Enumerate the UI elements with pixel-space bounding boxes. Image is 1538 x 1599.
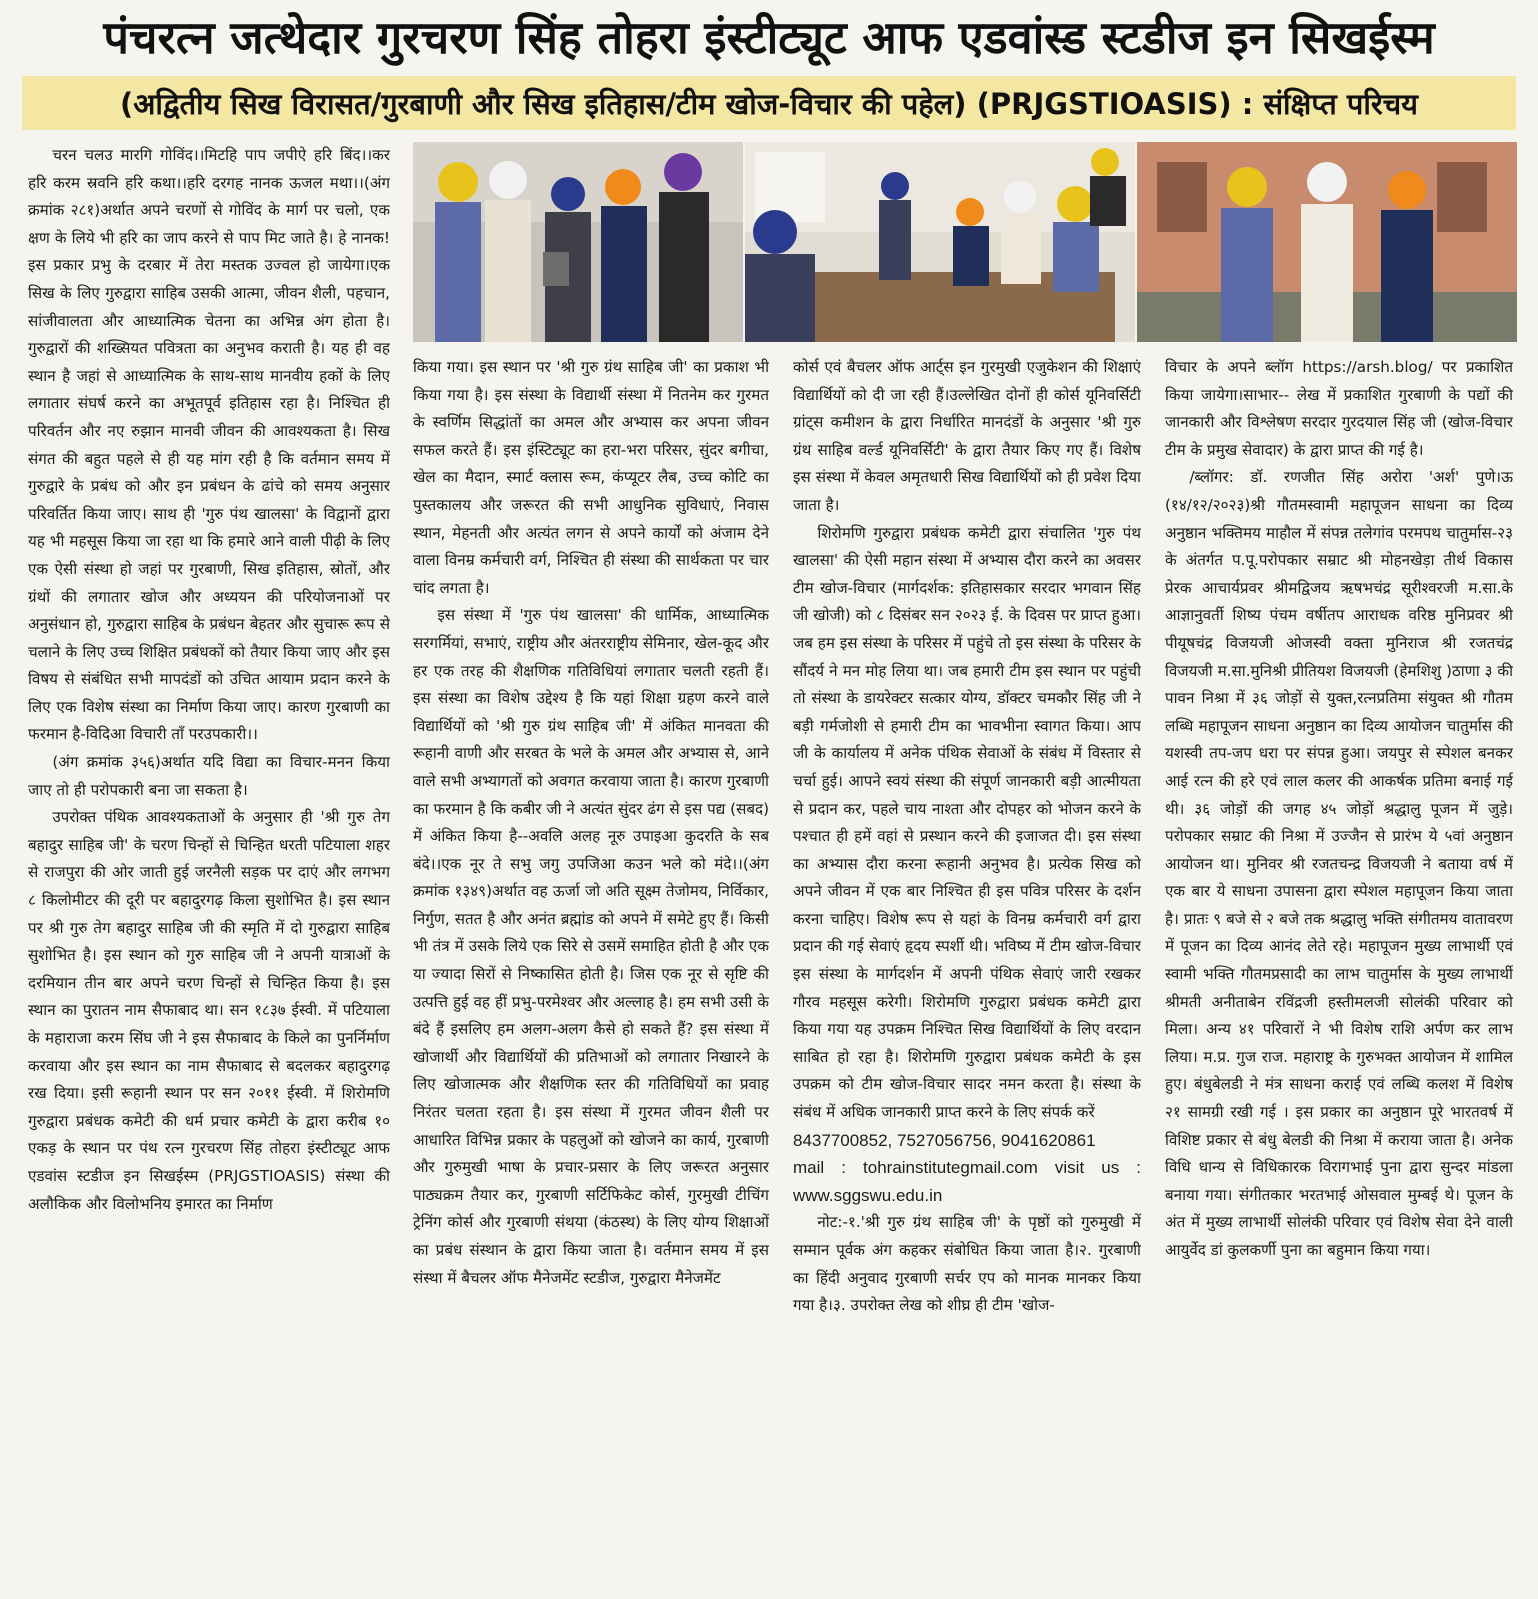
col1-para-1: चरन चलउ मारगि गोविंद।।मिटहि पाप जपीऐ हरि बिंद।।कर हरि करम स्रवनि हरि कथा।।हरि दरगह नानक ऊजल मथा।।(अंग क्रमांक २८१)अर्थात अपने चरणों से गोविंद के मार्ग पर चलो, एक क्षण के लिये भी हरि का जाप करने से पाप मिट जाते है। हे नानक! इस प्रकार प्रभु के दरबार में तेरा मस्तक उज्वल हो जायेगा।एक सिख के लिए गुरुद्वारा साहिब उसकी आत्मा, जीवन शैली, पहचान, सांजीवालता और आध्यात्मिक चेतना का अभिन्न अंग होता है। गुरुद्वारों की शख्सियत पवित्रता का अनुभव कराती है। यह ही वह स्थान है जहां से आध्यात्मिक के साथ-साथ मानवीय हकों के लिए लगातार संघर्ष करने का अभूतपूर्व इतिहास रहा है। निश्चित ही परिवर्तन और नए रुझान मानवी जीवन की आवश्यकता है। सिख संगत की बहुत पहले से ही यह मांग रही है कि वर्तमान समय में गुरुद्वारे के प्रबंध को और इन प्रबंधन के ढांचे को समय अनुसार परिवर्तित किया जाए। साथ ही 'गुरु पंथ खालसा' के विद्वानों द्वारा यह भी महसूस किया जा रहा था कि हमारे आने वाली पीढ़ी के लिए एक ऐसी संस्था हो जहां पर गुरबाणी, सिख इतिहास, स्रोतों, और ग्रंथों की लगातार खोज और अध्ययन की परियोजनाओं पर अनुसंधान हो, गुरुद्वारा साहिब के प्रबंधन बेहतर और सुचारू रूप से चलाने के लिए उच्च शिक्षित प्रबंधकों को तैयार किया जाए और इस विषय से संबंधित सभी मापदंडों को उचित आयाम प्रदान करने के लिए एक विशेष संस्था का निर्माण किया जाए। कारण गुरबाणी का फरमान है-विदिआ विचारी ताँ परउपकारी।। — [28, 146, 390, 744]
col4-para-2: /ब्लॉगर: डॉ. रणजीत सिंह अरोरा 'अर्श' पुणे।ऊ (१४/१२/२०२३)श्री गौतमस्वामी महापूजन साधना का दिव्य अनुष्ठान भक्तिमय माहौल में संपन्न तलेगांव परमपथ चातुर्मास-२३ के अंतर्गत प.पू.परोपकार सम्राट श्री मोहनखेड़ा तीर्थ विकास प्रेरक आचार्यप्रवर श्रीमद्विजय ऋषभचंद्र सूरीश्वरजी म.सा.के आज्ञानुवर्ती शिष्य पंचम वर्षीतप आराधक वरिष्ठ मुनिप्रवर श्री पीयूषचंद्र विजयजी ओजस्वी वक्ता मुनिराज श्री रजतचंद्र विजयजी म.सा.मुनिश्री प्रीतियश विजयजी (हेमशिशु )ठाणा ३ की पावन निश्रा में ३६ जोड़ों से युक्त,रत्नप्रतिमा संयुक्त श्री गौतम लब्धि महापूजन साधना अनुष्ठान का दिव्य आयोजन चातुर्मास की यशस्वी तप-जप धरा पर संपन्न हुआ। जयपुर से स्पेशल बनकर आई रत्न की हरे एवं लाल कलर की आकर्षक प्रतिमा बनाई गई थी। ३६ जोड़ों की जगह ४५ जोड़ों श्रद्धालु पूजन में जुड़े। परोपकार सम्राट की निश्रा में उज्जैन से प्रारंभ ये ५वां अनुष्ठान आयोजन था। मुनिवर श्री रजतचन्द्र विजयजी ने बताया वर्ष में एक बार ये साधना उपासना द्वारा स्पेशल महापूजन किया जाता है। प्रातः ९ बजे से २ बजे तक श्रद्धालु भक्ति संगीतमय वातावरण में पूजन का दिव्य आनंद लेते रहे। महापूजन मुख्य लाभार्थी एवं स्वामी भक्ति गौतमप्रसादी का लाभ चातुर्मास के मुख्य लाभार्थी श्रीमती अनीताबेन रविंद्रजी हस्तीमलजी सोलंकी परिवार को मिला। अन्य ४१ परिवारों ने भी विशेष राशि अर्पण कर लाभ लिया। म.प्र. गुज राज. महाराष्ट्र के गुरुभक्त आयोजन में शामिल हुए। बंधुबेलडी ने मंत्र साधना कराई एवं लब्धि कलश में विशेष २१ सामग्री रखी गई । इस प्रकार का अनुष्ठान पूरे भारतवर्ष में विशिष्ट प्रकार से बंधु बेलडी की निश्रा में कराया जाता है। अनेक विधि धान्य से विधिकारक विरागभाई पुना द्वारा सुन्दर मांडला बनाया गया। संगीतकार भरतभाई ओसवाल मुम्बई थे। पूजन के अंत में मुख्य लाभार्थी सोलंकी परिवार एवं विशेष सेवा देने वाली आयुर्वेद डां कुलकर्णी पुना का बहुमान किया गया। — [1165, 468, 1513, 1259]
article-column-4 — [1165, 354, 1513, 1582]
headline: पंचरत्न जत्थेदार गुरचरण सिंह तोहरा इंस्टीट्यूट आफ एडवांस्ड स्टडीज इन सिखईस्म — [103, 10, 1435, 64]
col4-para-1: विचार के अपने ब्लॉग https://arsh.blog/ पर प्रकाशित किया जायेगा।साभार-- लेख में प्रकाशित गुरबाणी के पद्यों की जानकारी और विश्लेषण सरदार गुरदयाल सिंह जी (खोज-विचार टीम के प्रमुख सेवादार) के द्वारा प्राप्त की गई है। — [1165, 358, 1513, 459]
photo-group-book-presentation — [413, 142, 743, 342]
col2-para-1: किया गया। इस स्थान पर 'श्री गुरु ग्रंथ साहिब जी' का प्रकाश भी किया गया है। इस संस्था के विद्यार्थी संस्था में नितनेम कर गुरमत के स्वर्णिम सिद्धांतों का अमल और अभ्यास कर अपना जीवन सफल करते हैं। इस इंस्टिट्यूट का हरा-भरा परिसर, सुंदर बगीचा, खेल का मैदान, स्मार्ट क्लास रूम, कंप्यूटर लैब, उच्च कोटि का पुस्तकालय और जरूरत की सभी आधुनिक सुविधाएं, निवास स्थान, मेहनती और अत्यंत लगन से अपने कार्यों को अंजाम देने वाला विनम्र कर्मचारी वर्ग, निश्चित ही संस्था की सार्थकता पर चार चांद लगता है। — [413, 358, 769, 597]
col3-para-2: शिरोमणि गुरुद्वारा प्रबंधक कमेटी द्वारा संचालित 'गुरु पंथ खालसा' की ऐसी महान संस्था में अभ्यास दौरा करने का अवसर टीम खोज-विचार (मार्गदर्शक: इतिहासकार सरदार भगवान सिंह जी खोजी) को ८ दिसंबर सन २०२३ ई. के दिवस पर प्राप्त हुआ। जब हम इस संस्था के परिसर में पहुंचे तो इस संस्था के परिसर के सौंदर्य ने मन मोह लिया था। जब हमारी टीम इस स्थान पर पहुंची तो संस्था के डायरेक्टर सत्कार योग्य, डॉक्टर चमकौर सिंह जी ने बड़ी गर्मजोशी से हमारी टीम का भावभीना स्वागत किया। आप जी के कार्यालय में अनेक पंथिक सेवाओं के संबंध में विस्तार से चर्चा हुई। आपने स्वयं संस्था की संपूर्ण जानकारी बड़ी आत्मीयता से प्रदान कर, पहले चाय नाश्ता और दोपहर को भोजन करने के पश्चात ही हमें वहां से प्रस्थान करने की इजाजत दी। इस संस्था का अभ्यास दौरा करना रूहानी अनुभव है। प्रत्येक सिख को अपने जीवन में एक बार निश्चित ही इस पवित्र परिसर के दर्शन करना चाहिए। विशेष रूप से यहां के विनम्र कर्मचारी वर्ग द्वारा प्रदान की गई सेवाएं हृदय स्पर्शी थी। भविष्य में टीम खोज-विचार इस संस्था के मार्गदर्शन में अपनी पंथिक सेवाएं जारी रखकर गौरव महसूस करेगी। शिरोमणि गुरुद्वारा प्रबंधक कमेटी द्वारा किया गया यह उपक्रम निश्चित सिख विद्यार्थियों के लिए वरदान साबित हो रहा है। शिरोमणि गुरुद्वारा प्रबंधक कमेटी के इस उपक्रम को टीम खोज-विचार सादर नमन करता है। संस्था के संबंध में अधिक जानकारी प्राप्त करने के लिए संपर्क करें — [793, 523, 1141, 1122]
col1-para-2: (अंग क्रमांक ३५६)अर्थात यदि विद्या का विचार-मनन किया जाए तो ही परोपकारी बना जा सकता है। — [28, 753, 390, 799]
contact-mail: mail : tohrainstitutegmail.com visit us : www.sggswu.edu.in — [793, 1158, 1141, 1205]
article-column-1 — [28, 142, 390, 1582]
subheadline: (अद्वितीय सिख विरासत/गुरबाणी और सिख इतिहास/टीम खोज-विचार की पहेल) (PRJGSTIOASIS) : संक्षिप्त परिचय — [22, 76, 1516, 130]
col1-para-3: उपरोक्त पंथिक आवश्यकताओं के अनुसार ही 'श्री गुरु तेग बहादुर साहिब जी' के चरण चिन्हों से चिन्हित धरती पटियाला शहर से राजपुरा की ओर जाती हुई जरनैली सड़क पर दाएं और लगभग ८ किलोमीटर की दूरी पर बहादुरगढ़ किला सुशोभित है। इस स्थान पर श्री गुरु तेग बहादुर साहिब जी की स्मृति में दो गुरुद्वारा साहिब सुशोभित है। इस स्थान को गुरु साहिब जी ने अपनी यात्राओं के दरमियान तीन बार अपने चरण चिन्हों से चिन्हित किया है। इस स्थान का पुरातन नाम सैफाबाद था। सन १८३७ ईस्वी. में पटियाला के महाराजा करम सिंघ जी ने इस सैफाबाद के किले का पुनर्निर्माण करवाया और इस स्थान का नाम सैफाबाद से बदलकर बहादुरगढ़ रख दिया। इसी रूहानी स्थान पर सन २०११ ईस्वी. में शिरोमणि गुरुद्वारा प्रबंधक कमेटी की धर्म प्रचार कमेटी के द्वारा करीब १० एकड़ के स्थान पर पंथ रत्न गुरचरण सिंह तोहरा इंस्टीट्यूट आफ एडवांस स्टडीज इन सिखईस्म (PRJGSTIOASIS) संस्था की अलौकिक और विलोभनिय इमारत का निर्माण — [28, 808, 390, 1213]
article-column-2 — [413, 354, 769, 1582]
article-column-3 — [793, 354, 1141, 1582]
contact-phones: 8437700852, 7527056756, 9041620861 — [793, 1130, 1096, 1150]
photo-office-meeting — [745, 142, 1135, 342]
col3-para-1: कोर्स एवं बैचलर ऑफ आर्ट्स इन गुरमुखी एजुकेशन की शिक्षाएं विद्यार्थियों को दी जा रही हैं।उल्लेखित दोनों ही कोर्स यूनिवर्सिटी ग्रांट्स कमीशन के द्वारा निर्धारित मानदंडों के अनुसार 'श्री गुरु ग्रंथ साहिब वर्ल्ड यूनिवर्सिटी' के द्वारा तैयार किए गए हैं। विशेष इस संस्था में केवल अमृतधारी सिख विद्यार्थियों को ही प्रवेश दिया जाता है। — [793, 358, 1141, 514]
col3-note: नोट:-१.'श्री गुरु ग्रंथ साहिब जी' के पृष्ठों को गुरुमुखी में सम्मान पूर्वक अंग कहकर संबोधित किया जाता है।२. गुरबाणी का हिंदी अनुवाद गुरबाणी सर्चर एप को मानक मानकर किया गया है।३. उपरोक्त लेख को शीघ्र ही टीम 'खोज- — [793, 1213, 1141, 1315]
photo-three-men-outdoors — [1137, 142, 1517, 342]
col2-para-2: इस संस्था में 'गुरु पंथ खालसा' की धार्मिक, आध्यात्मिक सरगर्मियां, सभाएं, राष्ट्रीय और अंतरराष्ट्रीय सेमिनार, खेल-कूद और हर एक तरह की शैक्षणिक गतिविधियां लगातार चलती रहती हैं।इस संस्था का विशेष उद्देश्य है कि यहां शिक्षा ग्रहण करने वाले विद्यार्थियों को 'श्री गुरु ग्रंथ साहिब जी' में अंकित मानवता की रूहानी वाणी और सरबत के भले के अमल और अभ्यास से, आने वाले सभी अभ्यागतों को अवगत करवाया जाता है। कारण गुरबाणी का फरमान है कि कबीर जी ने अत्यंत सुंदर ढंग से इस पद्य (सबद) में अंकित किया है--अवलि अलह नूरु उपाइआ कुदरति के सब बंदे।।एक नूर ते सभु जगु उपजिआ कउन भले को मंदे।।(अंग क्रमांक १३४९)अर्थात वह ऊर्जा जो अति सूक्ष्म तेजोमय, निर्विकार, निर्गुण, सतत है और अनंत ब्रह्मांड को अपने में समेटे हुए हैं। किसी भी तंत्र में उसके लिये एक सिरे से उसमें समाहित होती है और एक या ज्यादा सिरों से निष्कासित होती है। जिस एक नूर से सृष्टि की उत्पत्ति हुई वह हीं प्रभु-परमेश्वर और अल्लाह है। हम सभी उसी के बंदे हैं इसलिए हम अलग-अलग कैसे हो सकते हैं? इस संस्था में खोजार्थी और विद्यार्थियों की प्रतिभाओं को लगातार निखारने के लिए खोजात्मक और शैक्षणिक स्तर की गतिविधियों का प्रवाह निरंतर चलता रहता है। इस संस्था में गुरमत जीवन शैली पर आधारित विभिन्न प्रकार के पहलुओं को खोजने का कार्य, गुरबाणी और गुरुमुखी भाषा के प्रचार-प्रसार के लिए जरूरत अनुसार पाठ्यक्रम तैयार कर, गुरबाणी सर्टिफिकेट कोर्स, गुरमुखी टीचिंग ट्रेनिंग कोर्स और गुरबाणी संथया (कंठस्थ) के लिए योग्य शिक्षाओं का प्रबंध संस्थान के द्वारा किया जाता है। वर्तमान समय में इस संस्था में बैचलर ऑफ मैनेजमेंट स्टडीज, गुरुद्वारा मैनेजमेंट — [413, 606, 769, 1287]
